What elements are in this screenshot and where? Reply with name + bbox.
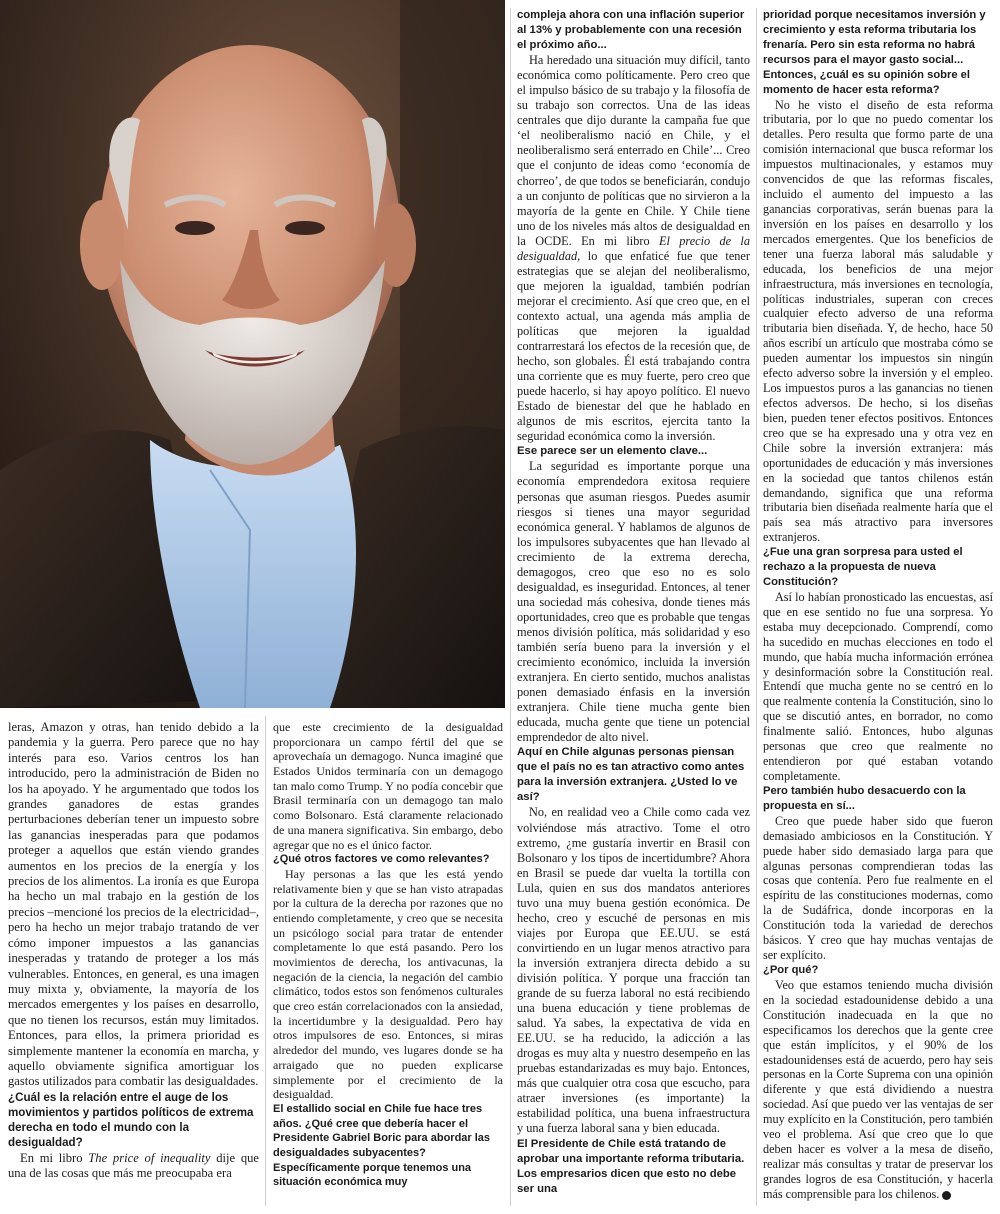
paragraph-text: dije que una de las cosas que más me preocupaba era — [8, 1150, 260, 1180]
paragraph-text: Aquí en Chile algunas personas piensan que el país no es tan atractivo como antes para la inversión extranjera. ¿Usted lo ve así? — [517, 746, 745, 804]
answer-paragraph — [763, 98, 993, 546]
article-column-1 — [8, 720, 259, 1181]
portrait-illustration — [0, 0, 505, 708]
paragraph-text: leras, Amazon y otras, han tenido debido a la pandemia y la guerra. Pero parece que no hay interés para eso. Varios centros los han introducido, pero la administración de Biden no los ha apoyado. Y he argumentado que todos los grandes ganadores de estas grandes perturbaciones deberían tener un impuesto sobre las ganancias inesperadas para que podamos proteger a aquellos que están viendo grandes aumentos en los precios de la energía y los precios de los alimentos. La ironía es que Europa ha hecho un mal trabajo en la gestión de los precios –mencioné los precios de la electricidad–, pero ha hecho un mejor trabajo tratando de ver cómo imponer impuestos a las ganancias inesperadas y tratando de proteger a los más vulnerables. Entonces, en general, es una imagen muy mixta y, obviamente, la mayoría de los mercados emergentes y los países en desarrollo, que no tienen los recursos, están muy limitados. Entonces, para ellos, la primera prioridad es simplemente mantener la economía en marcha, y aquello obviamente significa amortiguar los gastos utilizados para combatir las desigualdades. — [8, 720, 259, 1089]
article-column-2 — [273, 720, 503, 1190]
paragraph-text: Ese parece ser un elemento clave... — [517, 445, 708, 458]
paragraph-text: ¿Fue una gran sorpresa para usted el rechazo a la propuesta de nueva Constitución? — [763, 546, 963, 589]
interview-photo — [0, 0, 505, 708]
column-divider — [756, 8, 757, 1206]
paragraph-text: ¿Qué otros factores ve como relevantes? — [273, 853, 490, 866]
answer-paragraph — [517, 805, 750, 1136]
interview-question — [517, 1137, 750, 1197]
paragraph-text: En mi libro — [20, 1150, 89, 1165]
paragraph-text: Pero también hubo desacuerdo con la propuesta en sí... — [763, 784, 966, 812]
article-column-4 — [763, 8, 993, 1202]
answer-paragraph — [8, 1151, 259, 1182]
answer-paragraph — [517, 459, 750, 745]
answer-paragraph — [763, 978, 993, 1202]
answer-paragraph — [273, 867, 503, 1102]
article-column-3 — [517, 8, 750, 1197]
interview-question — [273, 1102, 503, 1190]
interview-question — [763, 963, 993, 978]
paragraph-text: Así lo habían pronosticado las encuestas, así que en ese sentido no fue una sorpresa. Yo estaba muy decepcionado. Comprendí, como ha sucedido en muchas elecciones en todo el mundo, que había mucha información errónea y desinformación sobre la Constitución real. Entendí que mucha gente no se centró en lo que realmente contenía la Constitución, sino lo que se discutió antes, en borrador, no como finalmente salió. Entonces, hubo algunas personas que creo que realmente no entendieron por qué estaban votando completamente. — [763, 589, 993, 784]
paragraph-text: prioridad porque necesitamos inversión y crecimiento y esta reforma tributaria los frenaría. Pero sin esta reforma no habrá recursos para el mayor gasto social... Entonces, ¿cuál es su opinión sobre el momento de hacer esta reforma? — [763, 9, 986, 96]
paragraph-text: Veo que estamos teniendo mucha división en la sociedad estadounidense debido a una Constitución inadecuada en la que no especificamos los derechos que la gente cree que están implícitos, y el 90% de los estadounidenses está de acuerdo, pero hay seis personas en la Corte Suprema con una opinión diferente y que está dividiendo a nuestra sociedad. Así que puedo ver las ventajas de ser muy explícito en la Constitución, pero también veo el problema. Así que creo que lo que deben hacer es volver a la mesa de diseño, realizar más consultas y tratar de preservar los grandes logros de esa Constitución, y hacerla más comprensible para los chilenos. — [763, 977, 993, 1201]
paragraph-text: Hay personas a las que les está yendo relativamente bien y que se han visto atrapadas por la cultura de la derecha por razones que no entiendo completamente, y creo que se necesita un psicólogo social para tratar de entender completamente lo que está pasando. Pero los movimientos de derecha, los antivacunas, la negación de la ciencia, la negación del cambio climático, todos estos son fenómenos culturales que creo están correlacionados con la ansiedad, la incertidumbre y la desigualdad. Pero hay otros impulsores de eso. Entonces, si miras alrededor del mundo, ves lugares donde se ha arraigado que no pueden explicarse simplemente por el crecimiento de la desigualdad. — [273, 866, 503, 1102]
column-divider — [265, 716, 266, 1206]
answer-paragraph — [517, 53, 750, 444]
book-title: The price of inequality — [88, 1150, 211, 1165]
paragraph-text: ¿Por qué? — [763, 964, 819, 976]
interview-question — [517, 745, 750, 805]
interview-question — [763, 8, 993, 98]
answer-paragraph — [8, 720, 259, 1090]
paragraph-text: Creo que puede haber sido que fueron demasiado ambiciosos en la Constitución. Y puede haber sido demasiado larga para que algunas personas comprendieran todas las cosas que contenía. Pero fue realmente en el espíritu de las constituciones modernas, como la de Sudáfrica, donde incorporas en la Constitución toda la variedad de derechos básicos. Y creo que hay muchas ventajas de ser explícito. — [763, 813, 993, 963]
interview-question — [517, 444, 750, 459]
interview-question — [763, 545, 993, 590]
answer-paragraph — [273, 720, 503, 852]
answer-paragraph — [763, 590, 993, 784]
paragraph-text: El estallido social en Chile fue hace tres años. ¿Qué cree que debería hacer el Presidente Gabriel Boric para abordar las desigualdades subyacentes? Específicamente porque tenemos una situación económica muy — [273, 1102, 491, 1189]
paragraph-text: ¿Cuál es la relación entre el auge de los movimientos y partidos políticos de extrema derecha en todo el mundo con la desigualdad? — [8, 1090, 254, 1150]
interview-question — [517, 8, 750, 53]
paragraph-text: No he visto el diseño de esta reforma tributaria, por lo que no puedo comentar los detalles. Pero resulta que formo parte de una comisión internacional que busca reformar los impuestos multinacionales, y estamos muy convencidos de que las reformas fiscales, incluido el aumento del impuesto a las ganancias corporativas, serán buenas para la inversión en los países en desarrollo y los mercados emergentes. Que los beneficios de tener una fuerza laboral más saludable y educada, los beneficios de una mejor infraestructura, más inversiones en tecnología, políticas industriales, superan con creces cualquier efecto adverso de una reforma tributaria bien diseñada. Y, de hecho, hace 50 años escribí un artículo que mostraba cómo se pueden aumentar los impuestos sin ningún efecto adverso sobre la inversión y el empleo. Los impuestos puros a las ganancias no tienen efectos adversos. De hecho, si los diseñas bien, pueden tener efectos positivos. Entonces creo que se ha expresado una y otra vez en Chile sobre la inversión extranjera: más oportunidades de educación y más inversiones en la sociedad que tantos chilenos están demandando, significa que una reforma tributaria bien diseñada realmente haría que el país sea más atractivo para inversores extranjeros. — [763, 97, 993, 545]
answer-paragraph — [763, 814, 993, 963]
end-of-article-icon: ● — [942, 1191, 951, 1200]
paragraph-text: La seguridad es importante porque una economía emprendedora exitosa requiere personas que asuman riesgos. Puedes asumir riesgos si tienes una mayor seguridad económica general. Y hablamos de algunos de los impulsores subyacentes que han llevado al crecimiento de la extrema derecha, demagogos, creo que eso no es solo desigualdad, es inseguridad. Entonces, al tener una sociedad más cohesiva, donde tienes más oportunidades, creo que es probable que tengas menos división política, más solidaridad y eso también sería bueno para la inversión y el crecimiento económico, incluida la inversión extranjera. En cierto sentido, muchos analistas ponen demasiado énfasis en la inversión extranjera. Chile tiene mucha gente bien educada, mucha gente que tiene un potencial emprendedor de alto nivel. — [517, 459, 750, 745]
column-divider — [510, 8, 511, 1206]
paragraph-text: No, en realidad veo a Chile como cada vez volviéndose más atractivo. Tome el otro extremo, ¿me gustaría invertir en Brasil con Bolsonaro y los tipos de incertidumbre? Ahora en Brasil se puede dar vuelta la tortilla con Lula, quien en sus dos mandatos anteriores tuvo una muy buena gestión económica. De hecho, creo y escuché de personas en mis viajes por Europa que EE.UU. se está convirtiendo en un lugar menos atractivo para la inversión extranjera directa debido a su división política. Y porque una fracción tan grande de su fuerza laboral no está recibiendo una buena educación y tiene problemas de salud. Ya sabes, la expectativa de vida en EE.UU. se ha reducido, la adicción a las drogas es muy alta y nuestro desempeño en las pruebas estandarizadas es muy bajo. Entonces, más que cualquier otra cosa que escucho, para atraer inversiones (es importante) la estabilidad política, una buena infraestructura y una fuerza laboral sana y bien educada. — [517, 805, 750, 1136]
book-title: El precio de la desigualdad, — [517, 233, 751, 263]
interview-question — [8, 1090, 259, 1151]
interview-question — [763, 784, 993, 814]
paragraph-text: compleja ahora con una inflación superior al 13% y probablemente con una recesión el próximo año... — [517, 9, 745, 52]
paragraph-text: Ha heredado una situación muy difícil, tanto económica como políticamente. Pero creo que el impulso básico de su trabajo y la filosofía de su trabajo son correctos. Una de las ideas centrales que dijo durante la campaña fue que ‘el neoliberalismo nació en Chile, y el neoliberalismo será enterrado en Chile’... Creo que el conjunto de ideas como ‘economía de chorreo’, de que todos se beneficiarán, condujo a un conjunto de políticas que no sirvieron a la mayoría de la gente en Chile. Y Chile tiene uno de los niveles más altos de desigualdad en la OCDE. En mi libro — [517, 53, 750, 248]
interview-question — [273, 852, 503, 867]
paragraph-text: que este crecimiento de la desigualdad proporcionara un campo fértil del que se aprovechaía un demagogo. Nunca imaginé que Estados Unidos terminaría con un demagogo tan malo como Trump. Y no podía concebir que Brasil terminaría con un demagogo tan malo como Bolsonaro. Está claramente relacionado de una manera significativa. Sin embargo, debo agregar que no es el único factor. — [273, 720, 503, 852]
paragraph-text: El Presidente de Chile está tratando de aprobar una importante reforma tributaria. Los empresarios dicen que esto no debe ser una — [517, 1137, 745, 1195]
paragraph-text: lo que enfaticé fue que tener estrategias que se alejan del neoliberalismo, que mejoren la igualdad, también podrían mejorar el crecimiento. Así que creo que, en el contexto actual, una agenda más amplia de políticas que mejoren la igualdad contrarrestará los efectos de la recesión que, de hecho, son globales. Él está trabajando contra una corriente que es muy fuerte, pero creo que puede hacerlo, si hay apoyo político. El nuevo Estado de bienestar del que he hablado en algunos de mis escritos, ejercita tanto la seguridad económica como la inversión. — [517, 248, 750, 444]
